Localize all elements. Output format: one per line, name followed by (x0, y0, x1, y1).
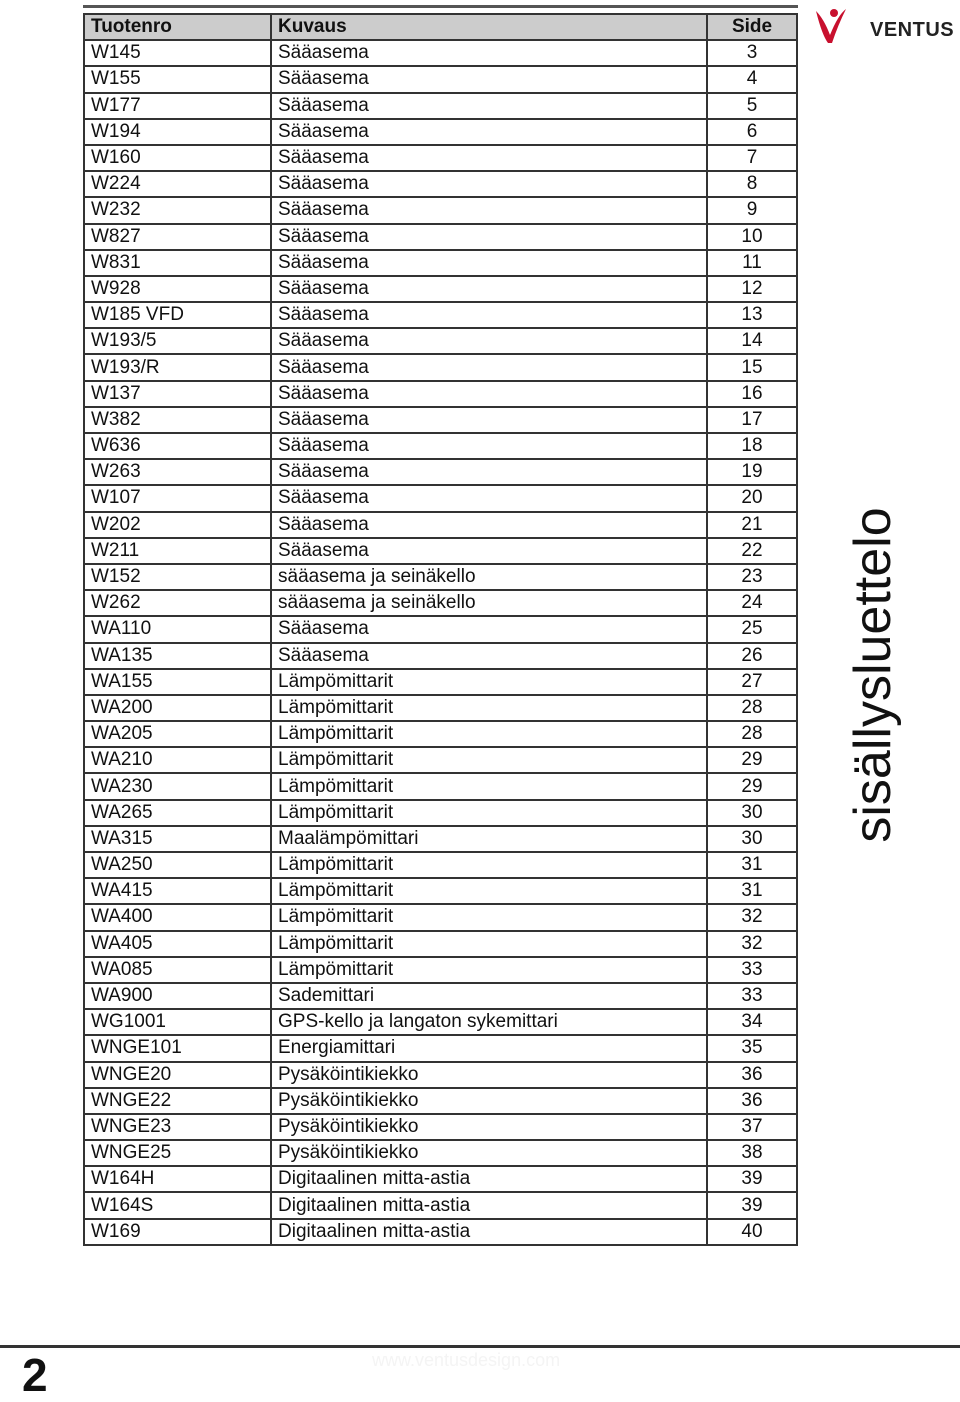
description-cell: Lämpömittarit (271, 695, 707, 721)
table-row (84, 145, 797, 171)
product-number-cell: W185 VFD (84, 302, 271, 328)
page-cell: 34 (707, 1009, 797, 1035)
table-row (84, 197, 797, 223)
product-number-cell: W827 (84, 224, 271, 250)
product-number-cell: W831 (84, 250, 271, 276)
product-number-cell: W164H (84, 1166, 271, 1192)
page-cell: 38 (707, 1140, 797, 1166)
table-row (84, 171, 797, 197)
page-cell: 11 (707, 250, 797, 276)
description-cell: Pysäköintikiekko (271, 1140, 707, 1166)
table-row (84, 224, 797, 250)
product-number-cell: W160 (84, 145, 271, 171)
product-number-cell: W928 (84, 276, 271, 302)
description-cell: Lämpömittarit (271, 669, 707, 695)
column-header-product-number: Tuotenro (84, 14, 271, 40)
description-cell: Sääasema (271, 40, 707, 66)
table-row (84, 119, 797, 145)
page-cell: 31 (707, 878, 797, 904)
table-row (84, 433, 797, 459)
description-cell: Sääasema (271, 538, 707, 564)
table-row (84, 250, 797, 276)
column-header-description: Kuvaus (271, 14, 707, 40)
description-cell: Pysäköintikiekko (271, 1062, 707, 1088)
table-row (84, 852, 797, 878)
product-number-cell: WNGE22 (84, 1088, 271, 1114)
product-number-cell: W169 (84, 1219, 271, 1245)
description-cell: Lämpömittarit (271, 747, 707, 773)
description-cell: Lämpömittarit (271, 904, 707, 930)
description-cell: Sääasema (271, 119, 707, 145)
table-row (84, 931, 797, 957)
table-row (84, 354, 797, 380)
description-cell: Sääasema (271, 224, 707, 250)
description-cell: GPS-kello ja langaton sykemittari (271, 1009, 707, 1035)
product-number-cell: W177 (84, 93, 271, 119)
product-number-cell: WA210 (84, 747, 271, 773)
product-number-cell: W202 (84, 512, 271, 538)
page-cell: 33 (707, 983, 797, 1009)
table-row (84, 302, 797, 328)
table-row (84, 538, 797, 564)
product-number-cell: WA900 (84, 983, 271, 1009)
table-row (84, 93, 797, 119)
table-row (84, 564, 797, 590)
page-cell: 35 (707, 1035, 797, 1061)
product-number-cell: W194 (84, 119, 271, 145)
description-cell: Sääasema (271, 276, 707, 302)
table-row (84, 773, 797, 799)
product-number-cell: WNGE101 (84, 1035, 271, 1061)
page-cell: 14 (707, 328, 797, 354)
table-row (84, 512, 797, 538)
description-cell: Sääasema (271, 302, 707, 328)
table-row (84, 643, 797, 669)
description-cell: Pysäköintikiekko (271, 1114, 707, 1140)
product-number-cell: WA200 (84, 695, 271, 721)
table-row (84, 1140, 797, 1166)
page-cell: 21 (707, 512, 797, 538)
table-row (84, 1114, 797, 1140)
page-cell: 36 (707, 1062, 797, 1088)
page-cell: 29 (707, 773, 797, 799)
table-row (84, 1219, 797, 1245)
description-cell: Lämpömittarit (271, 957, 707, 983)
ventus-logo (812, 5, 955, 45)
product-number-cell: WA415 (84, 878, 271, 904)
page-cell: 26 (707, 643, 797, 669)
table-row (84, 826, 797, 852)
product-number-cell: W263 (84, 459, 271, 485)
product-number-cell: W145 (84, 40, 271, 66)
table-row (84, 1062, 797, 1088)
table-row (84, 747, 797, 773)
table-row (84, 983, 797, 1009)
description-cell: Sääasema (271, 197, 707, 223)
product-number-cell: WA085 (84, 957, 271, 983)
table-row (84, 721, 797, 747)
product-number-cell: WA110 (84, 616, 271, 642)
description-cell: Sääasema (271, 512, 707, 538)
table-header-row (84, 14, 797, 40)
description-cell: Energiamittari (271, 1035, 707, 1061)
product-number-cell: W224 (84, 171, 271, 197)
page-cell: 27 (707, 669, 797, 695)
product-number-cell: WA155 (84, 669, 271, 695)
description-cell: Digitaalinen mitta-astia (271, 1219, 707, 1245)
description-cell: Lämpömittarit (271, 773, 707, 799)
page-cell: 10 (707, 224, 797, 250)
page-cell: 5 (707, 93, 797, 119)
description-cell: Sääasema (271, 643, 707, 669)
table-row (84, 1192, 797, 1218)
description-cell: Sääasema (271, 433, 707, 459)
table-row (84, 381, 797, 407)
product-number-cell: WNGE20 (84, 1062, 271, 1088)
page-cell: 31 (707, 852, 797, 878)
page-cell: 17 (707, 407, 797, 433)
brand-name: VENTUS (870, 19, 955, 41)
product-number-cell: W155 (84, 66, 271, 92)
table-row (84, 1035, 797, 1061)
table-row (84, 66, 797, 92)
page-cell: 22 (707, 538, 797, 564)
description-cell: Pysäköintikiekko (271, 1088, 707, 1114)
description-cell: Sääasema (271, 459, 707, 485)
product-number-cell: W232 (84, 197, 271, 223)
page-cell: 19 (707, 459, 797, 485)
description-cell: Lämpömittarit (271, 878, 707, 904)
page-cell: 29 (707, 747, 797, 773)
description-cell: Lämpömittarit (271, 931, 707, 957)
product-number-cell: W164S (84, 1192, 271, 1218)
page-cell: 30 (707, 800, 797, 826)
product-number-cell: WA400 (84, 904, 271, 930)
description-cell: Sääasema (271, 145, 707, 171)
product-number-cell: W193/5 (84, 328, 271, 354)
table-row (84, 1009, 797, 1035)
description-cell: Lämpömittarit (271, 852, 707, 878)
table-row (84, 904, 797, 930)
product-number-cell: W262 (84, 590, 271, 616)
table-row (84, 407, 797, 433)
website-url: www.ventusdesign.com (372, 1350, 561, 1370)
table-row (84, 1166, 797, 1192)
table-row (84, 276, 797, 302)
table-row (84, 669, 797, 695)
page-cell: 12 (707, 276, 797, 302)
product-number-cell: WA205 (84, 721, 271, 747)
product-number-cell: W193/R (84, 354, 271, 380)
page-cell: 13 (707, 302, 797, 328)
product-number-cell: WA405 (84, 931, 271, 957)
product-number-cell: WNGE25 (84, 1140, 271, 1166)
description-cell: Digitaalinen mitta-astia (271, 1166, 707, 1192)
table-row (84, 616, 797, 642)
description-cell: Sääasema (271, 66, 707, 92)
product-number-cell: WA315 (84, 826, 271, 852)
table-row (84, 695, 797, 721)
ventus-logo-icon (812, 5, 862, 45)
page-cell: 25 (707, 616, 797, 642)
page-cell: 37 (707, 1114, 797, 1140)
table-row (84, 485, 797, 511)
page-cell: 8 (707, 171, 797, 197)
table-row (84, 328, 797, 354)
product-number-cell: WG1001 (84, 1009, 271, 1035)
description-cell: Sääasema (271, 485, 707, 511)
description-cell: Sääasema (271, 171, 707, 197)
page-cell: 28 (707, 721, 797, 747)
product-number-cell: WA250 (84, 852, 271, 878)
column-header-page: Side (707, 14, 797, 40)
description-cell: Sääasema (271, 250, 707, 276)
product-number-cell: W152 (84, 564, 271, 590)
page-cell: 33 (707, 957, 797, 983)
table-row (84, 957, 797, 983)
product-number-cell: WA230 (84, 773, 271, 799)
table-row (84, 800, 797, 826)
description-cell: Maalämpömittari (271, 826, 707, 852)
product-number-cell: W636 (84, 433, 271, 459)
table-body (84, 40, 797, 1245)
page-cell: 39 (707, 1192, 797, 1218)
table-row (84, 459, 797, 485)
table-row (84, 1088, 797, 1114)
table-row (84, 590, 797, 616)
page-cell: 40 (707, 1219, 797, 1245)
description-cell: Digitaalinen mitta-astia (271, 1192, 707, 1218)
description-cell: Sääasema (271, 407, 707, 433)
description-cell: Sääasema (271, 93, 707, 119)
table-row (84, 40, 797, 66)
description-cell: Lämpömittarit (271, 800, 707, 826)
description-cell: sääasema ja seinäkello (271, 564, 707, 590)
page-cell: 9 (707, 197, 797, 223)
description-cell: Lämpömittarit (271, 721, 707, 747)
page-cell: 24 (707, 590, 797, 616)
bottom-rule (0, 1345, 960, 1348)
page-cell: 18 (707, 433, 797, 459)
product-number-cell: W211 (84, 538, 271, 564)
description-cell: Sääasema (271, 354, 707, 380)
top-rule (83, 5, 798, 8)
product-number-cell: WA135 (84, 643, 271, 669)
description-cell: Sääasema (271, 328, 707, 354)
page-cell: 7 (707, 145, 797, 171)
page-cell: 28 (707, 695, 797, 721)
product-number-cell: W382 (84, 407, 271, 433)
product-number-cell: WA265 (84, 800, 271, 826)
page-cell: 4 (707, 66, 797, 92)
description-cell: sääasema ja seinäkello (271, 590, 707, 616)
description-cell: Sääasema (271, 616, 707, 642)
page-cell: 15 (707, 354, 797, 380)
description-cell: Sääasema (271, 381, 707, 407)
contents-table (83, 13, 798, 1246)
page-cell: 32 (707, 904, 797, 930)
page-cell: 39 (707, 1166, 797, 1192)
page-cell: 30 (707, 826, 797, 852)
page-cell: 20 (707, 485, 797, 511)
page-cell: 32 (707, 931, 797, 957)
table-row (84, 878, 797, 904)
page-cell: 6 (707, 119, 797, 145)
description-cell: Sademittari (271, 983, 707, 1009)
page-cell: 23 (707, 564, 797, 590)
page-cell: 16 (707, 381, 797, 407)
product-number-cell: WNGE23 (84, 1114, 271, 1140)
section-title-vertical: sisällysluettelo (844, 507, 902, 843)
page-cell: 3 (707, 40, 797, 66)
page-cell: 36 (707, 1088, 797, 1114)
page-number: 2 (22, 1349, 48, 1401)
product-number-cell: W107 (84, 485, 271, 511)
product-number-cell: W137 (84, 381, 271, 407)
